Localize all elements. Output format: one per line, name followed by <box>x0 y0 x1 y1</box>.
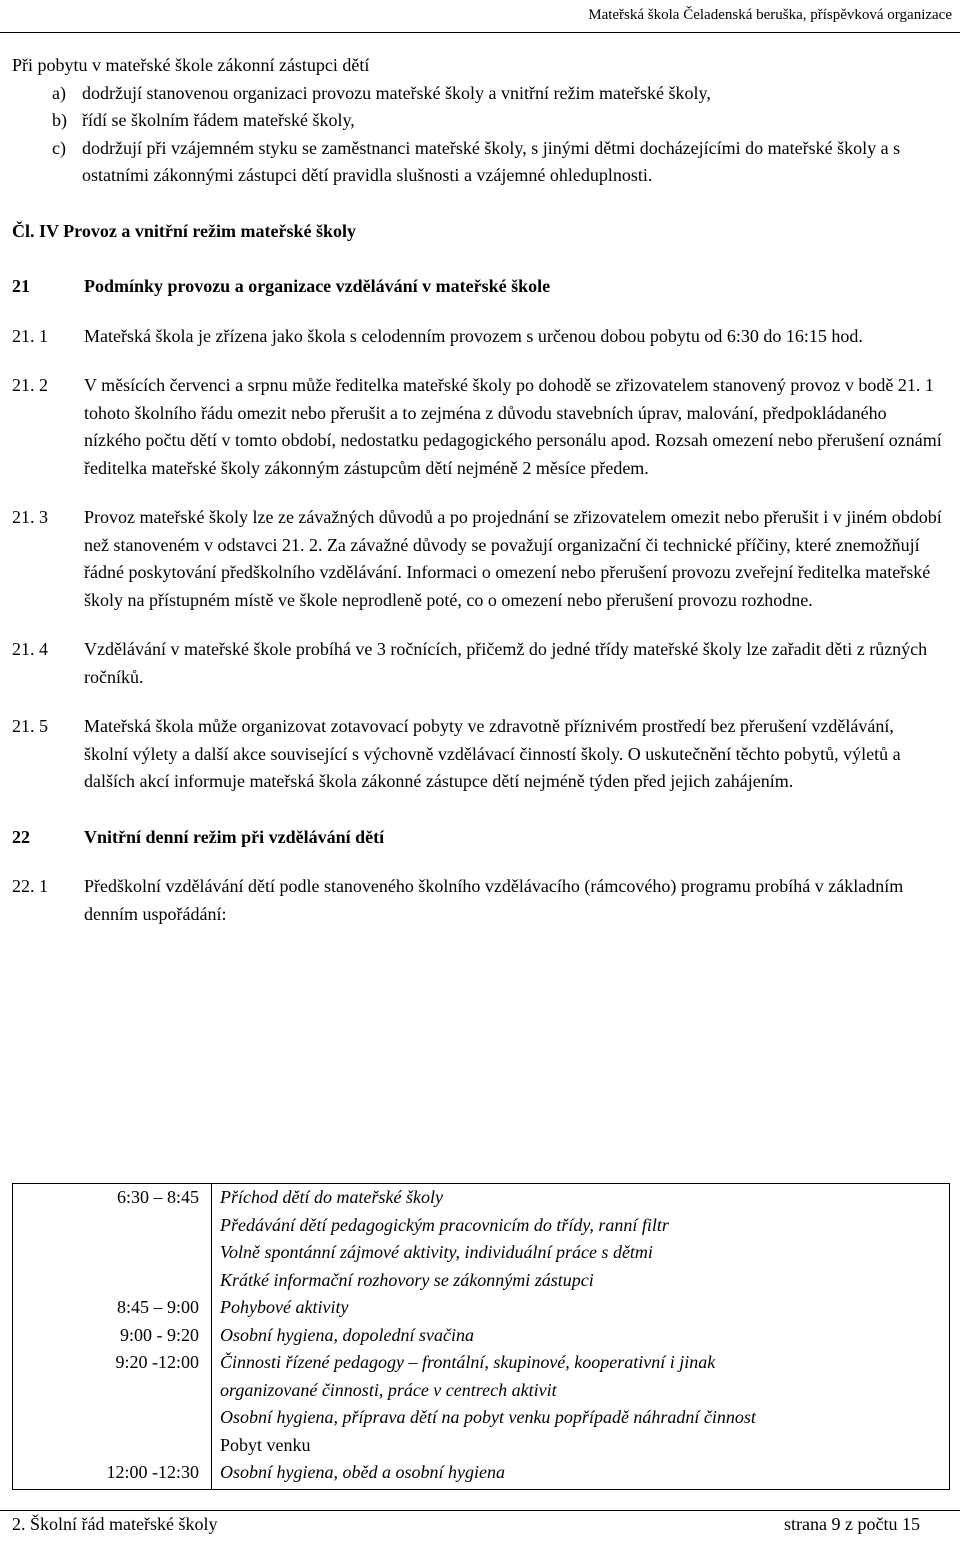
schedule-row <box>13 1322 949 1350</box>
activity-line: Osobní hygiena, oběd a osobní hygiena <box>220 1462 505 1482</box>
paragraph-text: Provoz mateřské školy lze ze závažných důvodů a po projednání se zřizovatelem omezit nebo přerušit i v jiném období než stanoveném v odstavci 21. 2. Za závažné důvody se považují organizační či technické příčiny, které znemožňují řádné poskytování předškolního vzdělávání. Informaci o omezení nebo přerušení provozu zveřejní ředitelka mateřské školy na přístupném místě ve škole neprodleně poté, co o omezení nebo přerušení provozu rozhodne. <box>84 507 942 610</box>
paragraph-21-4 <box>12 636 942 691</box>
page-header <box>0 0 960 33</box>
table-column-divider <box>211 1184 212 1489</box>
paragraph-number: 21. 2 <box>12 375 48 395</box>
intro-list <box>12 80 942 190</box>
daily-schedule-table <box>12 1183 950 1490</box>
section-number: 21 <box>12 276 30 296</box>
schedule-activities <box>206 1294 949 1322</box>
list-marker: c) <box>52 137 66 158</box>
section-heading-22 <box>12 824 942 852</box>
schedule-row <box>13 1349 949 1459</box>
paragraph-21-2 <box>12 372 942 482</box>
section-heading-21 <box>12 273 942 301</box>
schedule-activities <box>206 1459 949 1487</box>
page-footer <box>0 1510 960 1542</box>
section-title: Podmínky provozu a organizace vzdělávání v mateřské škole <box>84 276 551 296</box>
schedule-time: 9:00 - 9:20 <box>120 1324 199 1345</box>
list-item <box>52 80 942 108</box>
document-body <box>12 52 942 928</box>
paragraph-number: 21. 1 <box>12 325 48 346</box>
header-title: Mateřská škola Čeladenská beruška, příspěvková organizace <box>588 7 952 23</box>
article-heading: Čl. IV Provoz a vnitřní režim mateřské školy <box>12 220 356 241</box>
activity-line: Pobyt venku <box>220 1434 311 1455</box>
page-number: strana 9 z počtu 15 <box>784 1514 920 1534</box>
schedule-row <box>13 1184 949 1294</box>
schedule-time: 6:30 – 8:45 <box>116 1187 199 1207</box>
activity-line: Předávání dětí pedagogickým pracovnicím do třídy, ranní filtr <box>220 1214 669 1235</box>
activity-line: Osobní hygiena, dopolední svačina <box>220 1324 474 1345</box>
paragraph-text: Předškolní vzdělávání dětí podle stanoveného školního vzdělávacího (rámcového) programu probíhá v základním denním uspořádání: <box>84 876 904 924</box>
list-text: dodržují stanovenou organizaci provozu mateřské školy a vnitřní režim mateřské školy, <box>82 82 711 103</box>
intro-text: Při pobytu v mateřské škole zákonní zástupci dětí <box>12 55 370 75</box>
activity-line: Činnosti řízené pedagogy – frontální, skupinové, kooperativní i jinak <box>220 1352 716 1372</box>
schedule-time: 12:00 -12:30 <box>106 1462 199 1482</box>
list-text: řídí se školním řádem mateřské školy, <box>82 110 355 130</box>
activity-line: Příchod dětí do mateřské školy <box>220 1187 443 1207</box>
schedule-time: 9:20 -12:00 <box>115 1352 199 1372</box>
list-marker: b) <box>52 110 67 130</box>
section-title: Vnitřní denní režim při vzdělávání dětí <box>84 826 385 847</box>
paragraph-text: Mateřská škola může organizovat zotavovací pobyty ve zdravotně příznivém prostředí bez přerušení vzdělávání, školní výlety a další akce související s výchovně vzdělávací činností školy. O uskutečnění těchto pobytů, výletů a dalších akcí informuje mateřská škola zákonné zástupce dětí nejméně týden před jejich zahájením. <box>84 716 901 791</box>
footer-document-title: 2. Školní řád mateřské školy <box>12 1514 218 1534</box>
activity-line: Osobní hygiena, příprava dětí na pobyt venku popřípadě náhradní činnost <box>220 1407 756 1427</box>
paragraph-text: V měsících červenci a srpnu může ředitelka mateřské školy po dohodě se zřizovatelem stanovený provoz v bodě 21. 1 tohoto školního řádu omezit nebo přerušit a to zejména z důvodu stavebních úprav, malování, předpokládaného nízkého počtu dětí v tomto období, nedostatku pedagogického personálu apod. Rozsah omezení nebo přerušení oznámí ředitelka mateřské školy zákonným zástupcům dětí nejméně 2 měsíce předem. <box>84 375 942 478</box>
paragraph-number: 21. 3 <box>12 507 48 527</box>
schedule-row <box>13 1294 949 1322</box>
paragraph-21-3 <box>12 504 942 614</box>
paragraph-22-1 <box>12 873 942 928</box>
list-marker: a) <box>52 82 66 103</box>
list-text: dodržují při vzájemném styku se zaměstnanci mateřské školy, s jinými dětmi docházejícími do mateřské školy a s ostatními zákonnými zástupci dětí pravidla slušnosti a vzájemné ohleduplnosti. <box>82 137 901 185</box>
paragraph-21-5 <box>12 713 942 796</box>
schedule-activities <box>206 1349 949 1459</box>
schedule-activities <box>206 1322 949 1350</box>
paragraph-text: Vzdělávání v mateřské škole probíhá ve 3 ročnících, přičemž do jedné třídy mateřské školy lze zařadit děti z různých ročníků. <box>84 639 928 687</box>
schedule-activities <box>206 1184 949 1294</box>
activity-line: Volně spontánní zájmové aktivity, individuální práce s dětmi <box>220 1242 653 1262</box>
paragraph-number: 21. 5 <box>12 716 48 736</box>
activity-line: organizované činnosti, práce v centrech aktivit <box>220 1379 557 1400</box>
list-item <box>52 107 942 135</box>
paragraph-number: 21. 4 <box>12 639 48 659</box>
paragraph-text: Mateřská škola je zřízena jako škola s celodenním provozem s určenou dobou pobytu od 6:30 do 16:15 hod. <box>84 325 863 346</box>
activity-line: Pohybové aktivity <box>220 1297 349 1317</box>
activity-line: Krátké informační rozhovory se zákonnými zástupci <box>220 1269 594 1290</box>
section-number: 22 <box>12 826 30 847</box>
paragraph-21-1 <box>12 323 942 351</box>
schedule-row <box>13 1459 949 1487</box>
list-item <box>52 135 942 190</box>
paragraph-number: 22. 1 <box>12 876 48 896</box>
schedule-time: 8:45 – 9:00 <box>116 1297 199 1317</box>
